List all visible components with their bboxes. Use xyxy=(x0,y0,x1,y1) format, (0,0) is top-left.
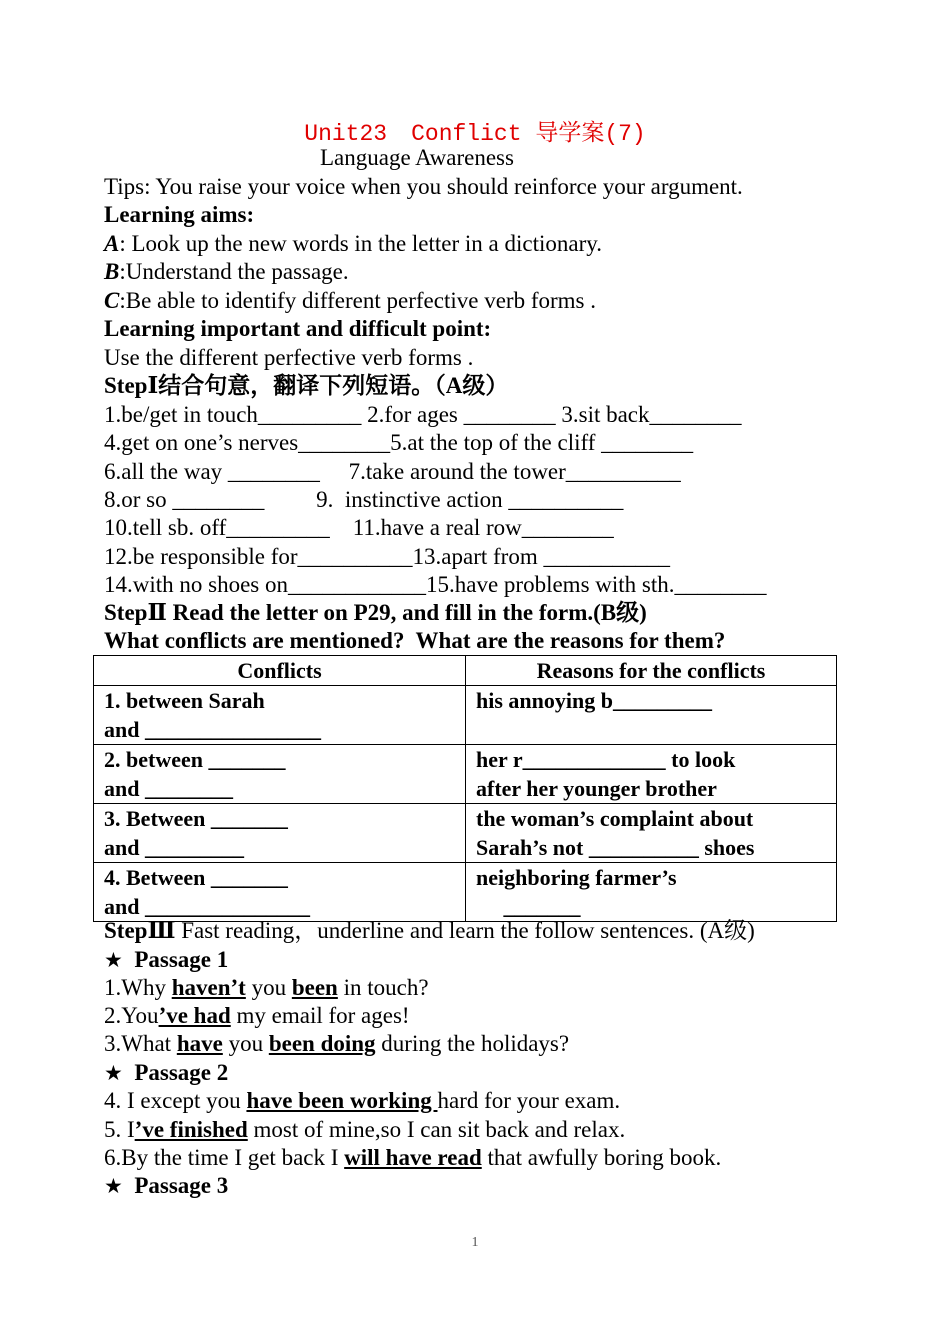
point-heading: Learning important and difficult point: xyxy=(104,316,492,341)
table-header-row xyxy=(94,656,837,686)
passage-heading xyxy=(104,1059,228,1087)
title-rest: Conflict 导学案(7) xyxy=(411,121,646,147)
conflicts-table xyxy=(93,655,837,922)
reason-cell[interactable] xyxy=(466,686,837,745)
aim-b-text: :Understand the passage. xyxy=(119,259,349,284)
reason-line: _______ xyxy=(476,894,581,919)
underlined-verb: have been working xyxy=(246,1088,438,1113)
title-unit: Unit23 xyxy=(304,121,388,147)
sentence: 6.By the time I get back I will have read that awfully boring book. xyxy=(104,1145,722,1170)
table-row xyxy=(94,686,837,745)
reason-line: his annoying b_________ xyxy=(476,688,712,713)
table-row xyxy=(94,745,837,804)
table-row xyxy=(94,804,837,863)
sentence: 4. I except you have been working hard for your exam. xyxy=(104,1088,621,1113)
aim-a xyxy=(104,230,602,258)
reason-line: neighboring farmer’s xyxy=(476,865,677,890)
star-icon: ★ xyxy=(104,948,123,972)
reason-line: the woman’s complaint about xyxy=(476,806,754,831)
conflict-line: 2. between _______ xyxy=(104,747,286,772)
underlined-verb: have xyxy=(176,1031,223,1056)
column-header-conflicts: Conflicts xyxy=(94,656,466,686)
conflict-line: 3. Between _______ xyxy=(104,806,288,831)
reason-cell[interactable] xyxy=(466,804,837,863)
phrase-row: 10.tell sb. off_________ 11.have a real row________ xyxy=(104,515,614,540)
star-icon: ★ xyxy=(104,1061,123,1085)
underlined-verb: haven’t xyxy=(171,975,246,1000)
phrase-row: 8.or so ________ 9. instinctive action __________ xyxy=(104,487,624,512)
conflict-line: and ________________ xyxy=(104,717,321,742)
conflict-cell[interactable] xyxy=(94,745,466,804)
conflict-line: and ________ xyxy=(104,776,233,801)
underlined-verb: been xyxy=(291,975,338,1000)
step3-label: StepⅢ xyxy=(104,918,176,943)
phrase-row: 6.all the way ________ 7.take around the tower__________ xyxy=(104,459,681,484)
conflict-line: and _________ xyxy=(104,835,244,860)
aim-b-label: B xyxy=(104,259,120,284)
passage-label: Passage 1 xyxy=(134,947,229,972)
column-header-reasons: Reasons for the conflicts xyxy=(466,656,837,686)
phrase-row: 4.get on one’s nerves________5.at the top of the cliff ________ xyxy=(104,430,694,455)
point-text: Use the different perfective verb forms . xyxy=(104,345,474,370)
reason-line: Sarah’s not __________ shoes xyxy=(476,835,755,860)
reason-line: her r_____________ to look xyxy=(476,747,736,772)
conflict-line: and _______________ xyxy=(104,894,310,919)
sentence: 5. I’ve finished most of mine,so I can sit back and relax. xyxy=(104,1117,626,1142)
aim-c-label: C xyxy=(104,288,120,313)
step2-question: What conflicts are mentioned? What are the reasons for them? xyxy=(104,628,726,653)
conflict-cell[interactable] xyxy=(94,863,466,922)
reason-cell[interactable] xyxy=(466,745,837,804)
star-icon: ★ xyxy=(104,1174,123,1198)
passage-label: Passage 2 xyxy=(134,1060,229,1085)
aim-c xyxy=(104,287,596,315)
underlined-verb: ’ve had xyxy=(158,1003,231,1028)
passage-label: Passage 3 xyxy=(134,1173,229,1198)
conflict-cell[interactable] xyxy=(94,686,466,745)
aim-c-text: :Be able to identify different perfective verb forms . xyxy=(119,288,596,313)
sentence: 3.What have you been doing during the holidays? xyxy=(104,1031,570,1056)
phrase-row: 14.with no shoes on____________15.have problems with sth.________ xyxy=(104,572,767,597)
passage-heading xyxy=(104,946,228,974)
aim-b xyxy=(104,258,349,286)
sentence: 2.You’ve had my email for ages! xyxy=(104,1003,410,1028)
reason-line: after her younger brother xyxy=(476,776,717,801)
aim-a-label: A xyxy=(104,231,120,256)
step3-instruction: Fast reading，underline and learn the follow sentences. (A级) xyxy=(175,918,755,943)
conflict-cell[interactable] xyxy=(94,804,466,863)
conflict-line: 1. between Sarah xyxy=(104,688,265,713)
step1-heading: StepⅠ结合句意，翻译下列短语。（A级） xyxy=(104,373,509,398)
step3-heading xyxy=(104,917,755,945)
document-subtitle: Language Awareness xyxy=(320,145,514,170)
page-number: 1 xyxy=(471,1235,479,1250)
table-row xyxy=(94,863,837,922)
step2-heading: StepⅡ Read the letter on P29, and fill in the form.(B级) xyxy=(104,600,647,625)
aims-heading: Learning aims: xyxy=(104,202,255,227)
passage-heading xyxy=(104,1172,228,1200)
document-title xyxy=(0,114,950,147)
sentence: 1.Why haven’t you been in touch? xyxy=(104,975,429,1000)
tips-line: Tips: You raise your voice when you should reinforce your argument. xyxy=(104,174,743,199)
aim-a-text: : Look up the new words in the letter in a dictionary. xyxy=(119,231,603,256)
conflict-line: 4. Between _______ xyxy=(104,865,288,890)
underlined-verb: ’ve finished xyxy=(134,1117,248,1142)
reason-cell[interactable] xyxy=(466,863,837,922)
underlined-verb: will have read xyxy=(344,1145,482,1170)
phrase-row: 1.be/get in touch_________ 2.for ages ________ 3.sit back________ xyxy=(104,402,742,427)
phrase-row: 12.be responsible for__________13.apart from ___________ xyxy=(104,544,670,569)
underlined-verb: been doing xyxy=(268,1031,376,1056)
